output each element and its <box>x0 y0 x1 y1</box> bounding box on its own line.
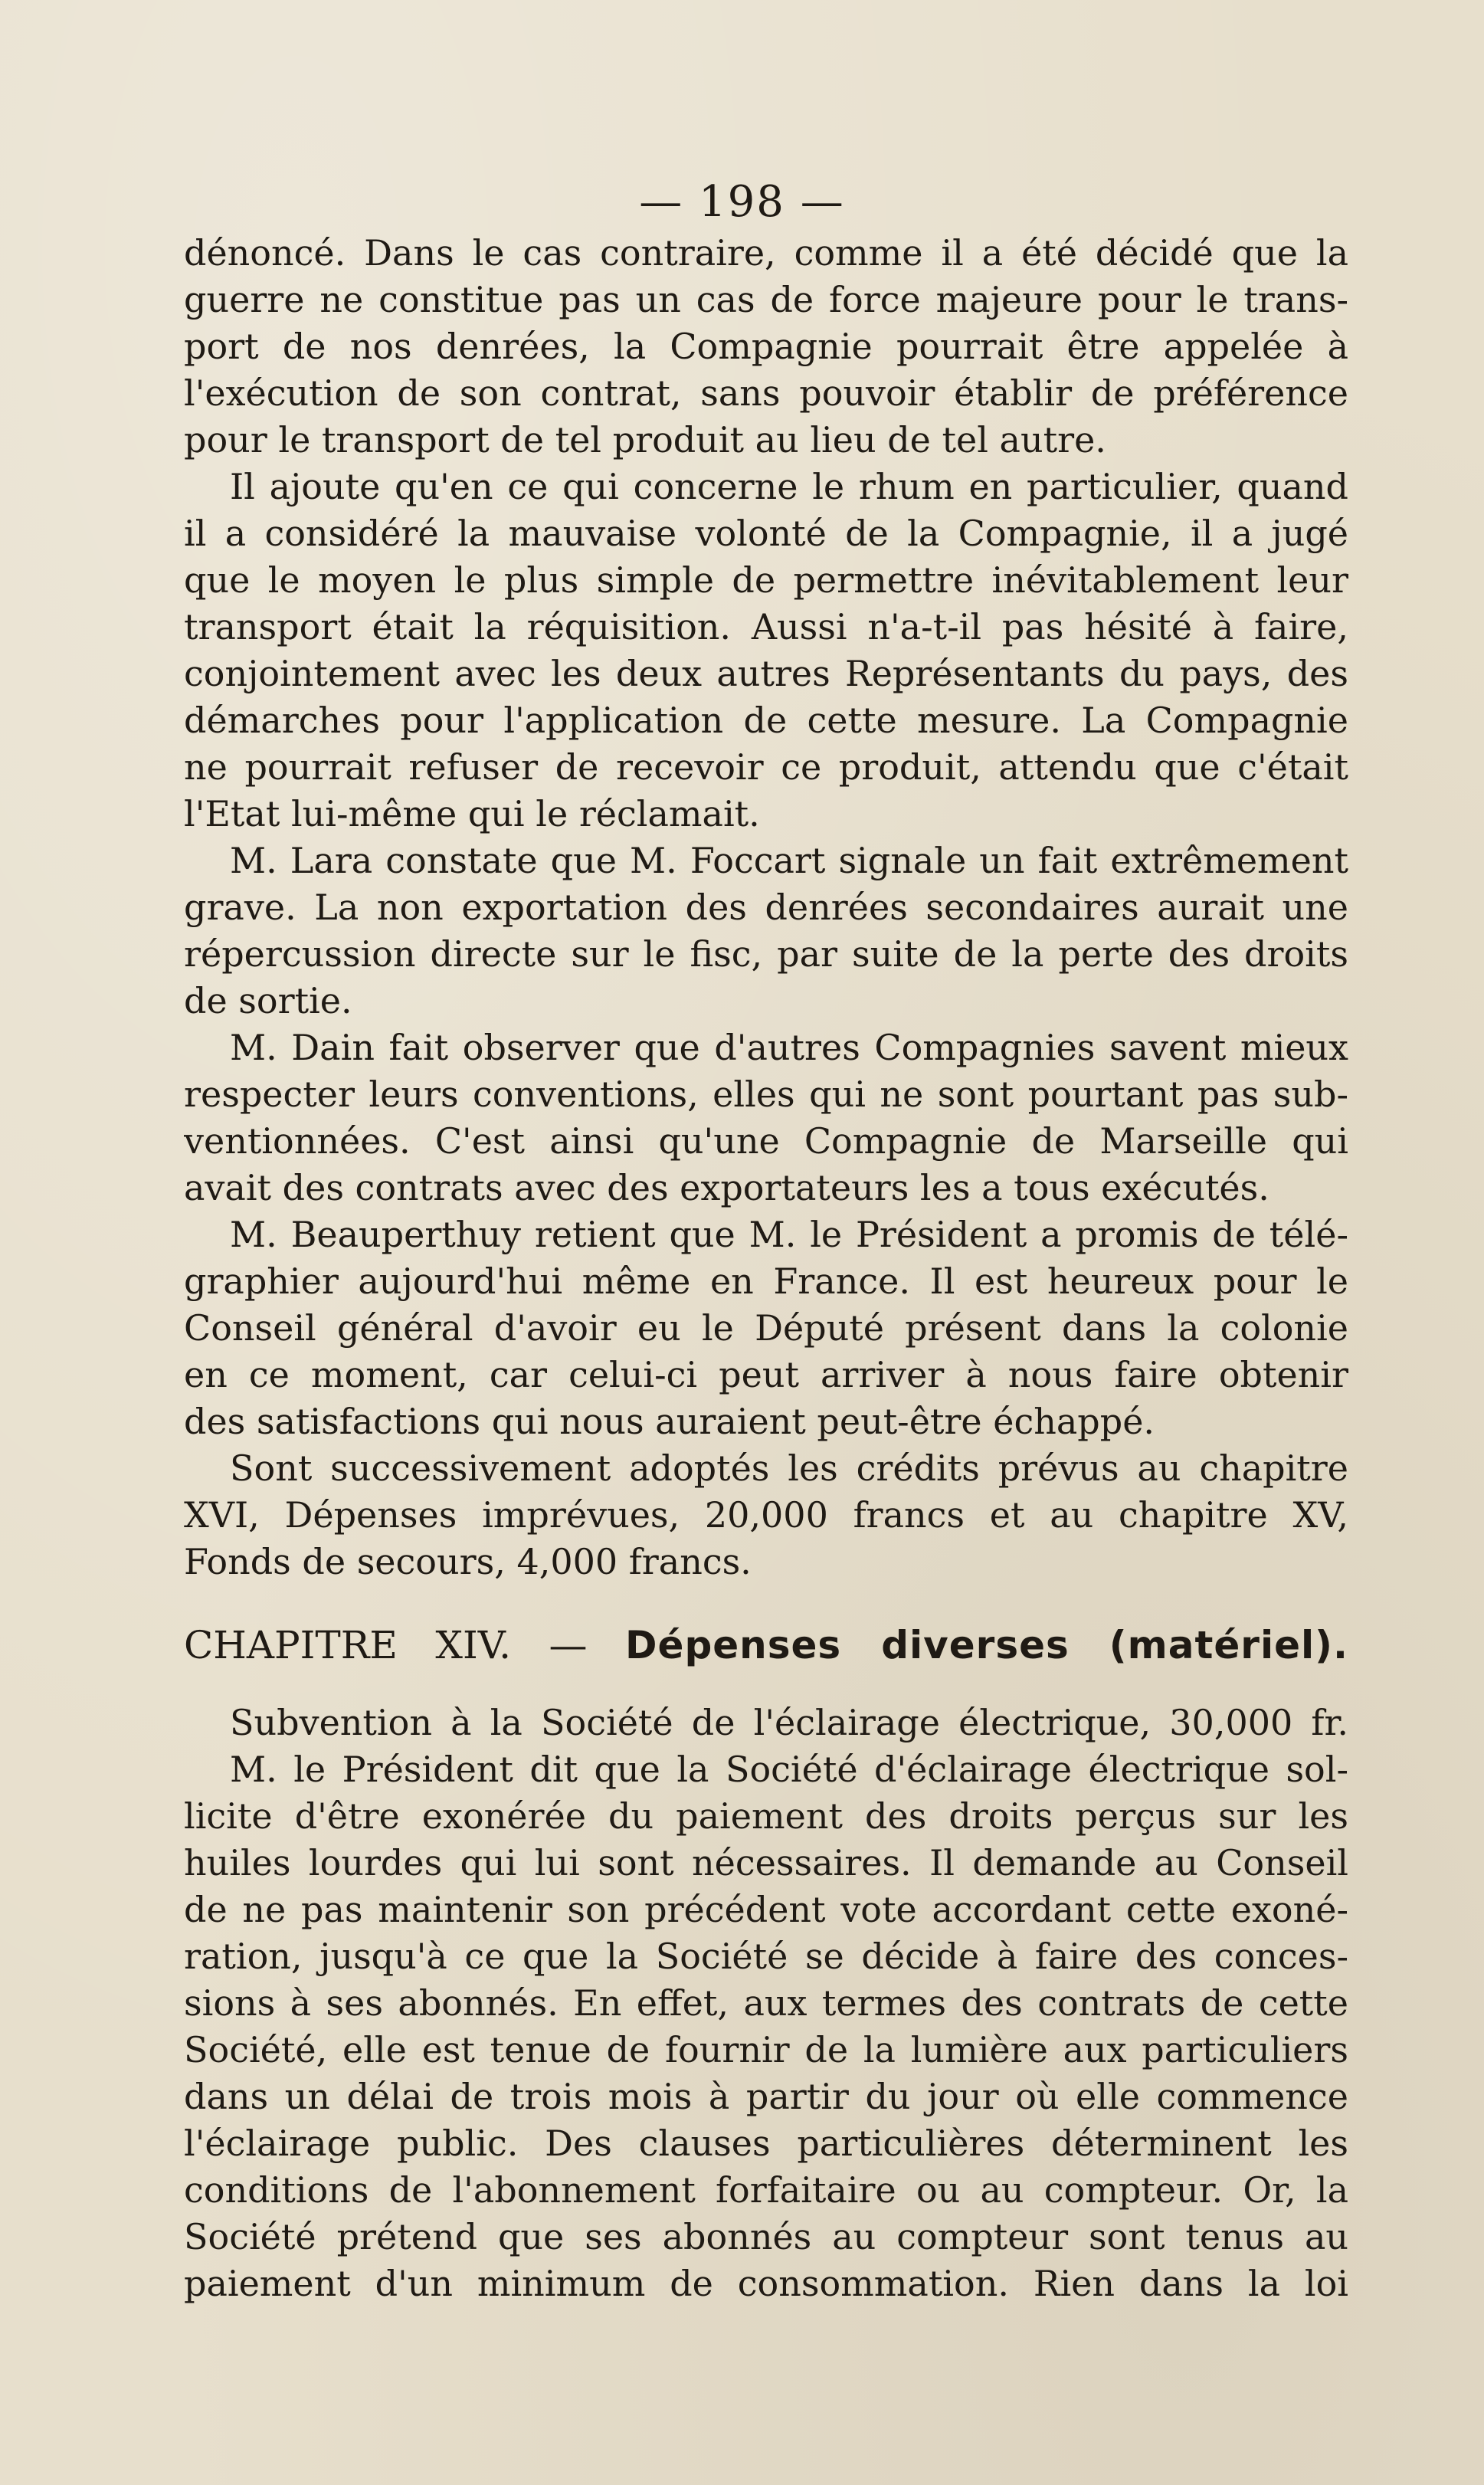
text-line: l'éclairage public. Des clauses particulières déterminent les <box>184 2123 1348 2164</box>
text-line: dénoncé. Dans le cas contraire, comme il a été décidé que la <box>184 232 1348 274</box>
text-line: dans un délai de trois mois à partir du jour où elle commence <box>184 2076 1348 2117</box>
text-line: M. Lara constate que M. Foccart signale un fait extrêmement <box>230 840 1348 881</box>
text-line: l'exécution de son contrat, sans pouvoir établir de préférence <box>184 372 1348 414</box>
text-line: sions à ses abonnés. En effet, aux termes des contrats de cette <box>184 1982 1348 2024</box>
text-line: M. Beauperthuy retient que M. le Président a promis de télé- <box>230 1214 1348 1255</box>
text-line: port de nos denrées, la Compagnie pourrait être appelée à <box>184 326 1348 367</box>
text-line: Sont successivement adoptés les crédits prévus au chapitre <box>230 1447 1348 1489</box>
text-line: Société, elle est tenue de fournir de la lumière aux particuliers <box>184 2029 1348 2070</box>
page-number: — 198 — <box>639 177 845 227</box>
text-line: Société prétend que ses abonnés au compteur sont tenus au <box>184 2216 1348 2257</box>
text-line: que le moyen le plus simple de permettre inévitablement leur <box>184 559 1348 601</box>
text-line: huiles lourdes qui lui sont nécessaires. Il demande au Conseil <box>184 1842 1348 1883</box>
text-line: il a considéré la mauvaise volonté de la Compagnie, il a jugé <box>184 513 1348 554</box>
text-line: ventionnées. C'est ainsi qu'une Compagnie de Marseille qui <box>184 1120 1348 1162</box>
text-line: répercussion directe sur le fisc, par suite de la perte des droits <box>184 933 1348 975</box>
text-line: licite d'être exonérée du paiement des droits perçus sur les <box>184 1795 1348 1837</box>
text-line: Il ajoute qu'en ce qui concerne le rhum en particulier, quand <box>230 466 1348 507</box>
text-line: grave. La non exportation des denrées secondaires aurait une <box>184 887 1348 928</box>
text-line: l'Etat lui-même qui le réclamait. <box>184 793 760 834</box>
text-line: M. Dain fait observer que d'autres Compagnies savent mieux <box>230 1027 1348 1068</box>
text-line: Fonds de secours, 4,000 francs. <box>184 1541 752 1582</box>
text-line: démarches pour l'application de cette mesure. La Compagnie <box>184 700 1348 741</box>
text-line: XVI, Dépenses imprévues, 20,000 francs et au chapitre XV, <box>184 1494 1348 1536</box>
text-line: respecter leurs conventions, elles qui ne sont pourtant pas sub- <box>184 1074 1348 1115</box>
text-line: pour le transport de tel produit au lieu de tel autre. <box>184 419 1106 461</box>
text-line: conjointement avec les deux autres Représentants du pays, des <box>184 653 1348 694</box>
chapter-number: CHAPITRE XIV. — <box>184 1623 588 1667</box>
text-line: graphier aujourd'hui même en France. Il est heureux pour le <box>184 1261 1348 1302</box>
text-line: transport était la réquisition. Aussi n'a-t-il pas hésité à faire, <box>184 606 1348 647</box>
text-line: Conseil général d'avoir eu le Député présent dans la colonie <box>184 1307 1348 1349</box>
chapter-title: Dépenses diverses (matériel). <box>625 1623 1348 1667</box>
text-line: ration, jusqu'à ce que la Société se décide à faire des conces- <box>184 1936 1348 1977</box>
text-line: Subvention à la Société de l'éclairage électrique, 30,000 fr. <box>230 1702 1348 1743</box>
text-line: conditions de l'abonnement forfaitaire ou au compteur. Or, la <box>184 2169 1348 2211</box>
text-line: de ne pas maintenir son précédent vote accordant cette exoné- <box>184 1889 1348 1930</box>
text-line: M. le Président dit que la Société d'éclairage électrique sol- <box>230 1749 1348 1790</box>
text-line: des satisfactions qui nous auraient peut-être échappé. <box>184 1401 1155 1442</box>
chapter-heading <box>184 1622 1348 1669</box>
text-line: ne pourrait refuser de recevoir ce produit, attendu que c'était <box>184 746 1348 788</box>
body-text <box>184 230 1348 2307</box>
text-line: guerre ne constitue pas un cas de force majeure pour le trans- <box>184 279 1348 320</box>
text-line: avait des contrats avec des exportateurs les a tous exécutés. <box>184 1167 1269 1208</box>
text-line: en ce moment, car celui-ci peut arriver à nous faire obtenir <box>184 1354 1348 1395</box>
text-line: paiement d'un minimum de consommation. Rien dans la loi <box>184 2263 1348 2304</box>
text-line: de sortie. <box>184 980 352 1021</box>
